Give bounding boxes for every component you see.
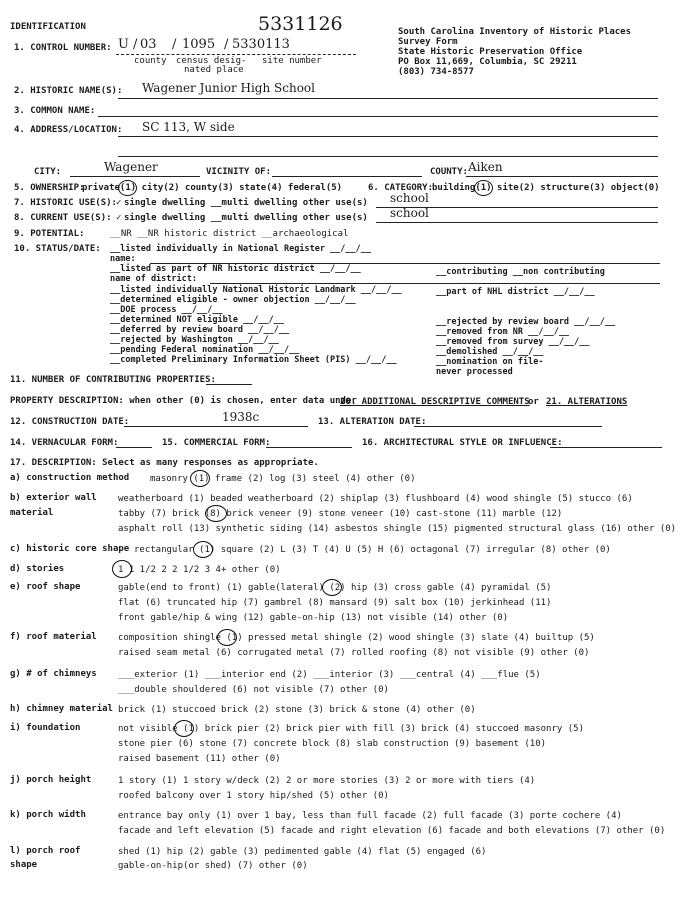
porch-roof-label-2: shape — [10, 860, 38, 870]
historic-use-label: 7. HISTORIC USE(S): — [14, 198, 117, 208]
status-left-8: __deferred by review board __/__/__ — [110, 325, 290, 335]
status-right-3: __removed from NR __/__/__ — [436, 327, 570, 337]
handwritten-number: 5331126 — [258, 13, 343, 35]
status-right-4: __removed from survey __/__/__ — [436, 337, 590, 347]
category-building-circle — [474, 180, 493, 196]
common-name-line — [98, 116, 658, 117]
potential-options: __NR __NR historic district __archaeological — [110, 229, 349, 239]
construction-date-label: 12. CONSTRUCTION DATE: — [10, 417, 130, 427]
control-sub-site: site number — [262, 56, 322, 66]
address-value: SC 113, W side — [142, 120, 235, 134]
contributing-label: 11. NUMBER OF CONTRIBUTING PROPERTIES: — [10, 375, 216, 385]
roof-material-line-1: composition shingle (1) pressed metal shingle (2) wood shingle (3) slate (4) builtup (5) — [118, 633, 595, 643]
historic-name-label: 2. HISTORIC NAME(S): — [14, 86, 123, 96]
historic-use-value: school — [390, 191, 429, 205]
county-value: Aiken — [468, 160, 503, 174]
exterior-wall-label-2: material — [10, 508, 54, 518]
vernacular-form-line — [116, 447, 152, 448]
construction-date-line — [124, 426, 308, 427]
control-census: 1095 — [182, 37, 216, 52]
vicinity-label: VICINITY OF: — [206, 167, 272, 177]
exterior-wall-label: b) exterior wall — [10, 493, 97, 503]
foundation-line-1: not visible (1) brick pier (2) brick pier with fill (3) brick (4) stuccoed masonry (5) — [118, 724, 584, 734]
status-left-11: __completed Preliminary Information Sheet (PIS) __/__/__ — [110, 355, 397, 365]
current-use-line — [376, 222, 658, 223]
control-underline — [116, 54, 356, 55]
control-site: 5330113 — [232, 37, 290, 52]
exterior-wall-line-3: asphalt roll (13) synthetic siding (14) asbestos shingle (15) pigmented structural glass (16) other (0) — [118, 524, 677, 534]
control-sep-3: / — [224, 37, 229, 52]
additional-comments-ref: 20. ADDITIONAL DESCRIPTIVE COMMENTS — [340, 397, 530, 407]
ownership-private-circle — [118, 180, 137, 196]
status-left-5: __determined eligible - owner objection __/__/__ — [110, 295, 356, 305]
property-description-text: PROPERTY DESCRIPTION: when other (0) is chosen, enter data under — [10, 396, 357, 406]
gable-lateral-circle — [322, 579, 342, 596]
status-left-9: __rejected by Washington __/__/__ — [110, 335, 279, 345]
contributing-line — [206, 384, 252, 385]
porch-roof-line-2: gable-on-hip(or shed) (7) other (0) — [118, 861, 308, 871]
county-label: COUNTY: — [430, 167, 468, 177]
exterior-wall-line-2: tabby (7) brick (8) brick veneer (9) stone veneer (10) cast-stone (11) marble (12) — [118, 509, 563, 519]
porch-width-line-1: entrance bay only (1) over 1 bay, less than full facade (2) full facade (3) porte cochere (4) — [118, 811, 622, 821]
core-shape-label: c) historic core shape — [10, 544, 130, 554]
vicinity-line — [272, 176, 422, 177]
chimneys-label: g) # of chimneys — [10, 669, 97, 679]
construction-method-label: a) construction method — [10, 473, 130, 483]
status-left-3: name of district: — [110, 274, 197, 284]
commercial-form-label: 15. COMMERCIAL FORM: — [162, 438, 271, 448]
status-right-2: __rejected by review board __/__/__ — [436, 317, 616, 327]
address-line-1 — [118, 136, 658, 137]
stories-label: d) stories — [10, 564, 65, 574]
historic-use-options: single dwelling __multi dwelling other use(s) — [124, 198, 368, 208]
not-visible-circle — [174, 720, 194, 737]
category-label: 6. CATEGORY: — [368, 183, 434, 193]
agency-line-1: South Carolina Inventory of Historic Places — [398, 27, 631, 37]
control-prefix: U — [118, 37, 129, 52]
construction-date-value: 1938c — [222, 410, 260, 424]
status-left-2: __listed as part of NR historic district __/__/__ — [110, 264, 361, 274]
foundation-line-2: stone pier (6) stone (7) concrete block (8) slab construction (9) basement (10) — [118, 739, 547, 749]
potential-label: 9. POTENTIAL: — [14, 229, 85, 239]
roof-shape-line-3: front gable/hip & wing (12) gable-on-hip (13) not visible (14) other (0) — [118, 613, 509, 623]
address-label: 4. ADDRESS/LOCATION: — [14, 125, 123, 135]
ownership-options: private(1) city(2) county(3) state(4) federal(5) — [82, 183, 343, 193]
porch-roof-line-1: shed (1) hip (2) gable (3) pedimented gable (4) flat (5) engaged (6) — [118, 847, 487, 857]
status-left-0: __listed individually in National Register __/__/__ — [110, 244, 371, 254]
stories-one-circle — [112, 560, 132, 578]
architectural-style-line — [550, 447, 662, 448]
construction-method-options: masonry (1) frame (2) log (3) steel (4) other (0) — [150, 474, 416, 484]
chimneys-line-1: ___exterior (1) ___interior end (2) ___interior (3) ___central (4) ___flue (5) — [118, 670, 541, 680]
roof-shape-label: e) roof shape — [10, 582, 81, 592]
alteration-date-line — [414, 426, 602, 427]
property-description-or: or — [528, 397, 539, 407]
common-name-label: 3. COMMON NAME: — [14, 106, 96, 116]
status-left-6: __DOE process __/__/__ — [110, 305, 223, 315]
roof-shape-line-2: flat (6) truncated hip (7) gambrel (8) mansard (9) salt box (10) jerkinhead (11) — [118, 598, 552, 608]
porch-width-label: k) porch width — [10, 810, 86, 820]
foundation-line-3: raised basement (11) other (0) — [118, 754, 281, 764]
roof-shape-line-1: gable(end to front) (1) gable(lateral) (2) hip (3) cross gable (4) pyramidal (5) — [118, 583, 552, 593]
county-line — [466, 176, 658, 177]
status-right-5: __demolished __/__/__ — [436, 347, 544, 357]
alterations-ref: 21. ALTERATIONS — [546, 397, 628, 407]
control-number-label: 1. CONTROL NUMBER: — [14, 43, 112, 53]
status-left-1: name: — [110, 254, 136, 264]
porch-height-line-2: roofed balcony over 1 story hip/shed (5) other (0) — [118, 791, 389, 801]
control-sub-census: census desig- — [176, 56, 247, 66]
brick-circle — [205, 505, 227, 522]
porch-height-line-1: 1 story (1) 1 story w/deck (2) 2 or more stories (3) 2 or more with tiers (4) — [118, 776, 536, 786]
city-line — [70, 176, 200, 177]
status-left-10: __pending Federal nomination __/__/__ — [110, 345, 300, 355]
status-right-0: __contributing __non contributing — [436, 267, 605, 277]
roof-material-line-2: raised seam metal (6) corrugated metal (7) rolled roofing (8) not visible (9) other (0) — [118, 648, 590, 658]
current-use-options: single dwelling __multi dwelling other use(s) — [124, 213, 368, 223]
current-use-label: 8. CURRENT USE(S): — [14, 213, 112, 223]
status-right-6: __nomination on file- — [436, 357, 544, 367]
porch-roof-label: l) porch roof — [10, 846, 81, 856]
description-heading: 17. DESCRIPTION: Select as many responses as appropriate. — [10, 458, 319, 468]
address-line-2 — [118, 156, 658, 157]
control-sep-1: / — [133, 37, 138, 52]
rectangular-circle — [193, 541, 213, 558]
control-county: 03 — [140, 37, 157, 52]
historic-name-value: Wagener Junior High School — [142, 81, 315, 95]
architectural-style-label: 16. ARCHITECTURAL STYLE OR INFLUENCE: — [362, 438, 563, 448]
current-use-value: school — [390, 206, 429, 220]
chimney-material-options: brick (1) stuccoed brick (2) stone (3) brick & stone (4) other (0) — [118, 705, 476, 715]
city-label: CITY: — [34, 167, 62, 177]
category-options: building(1) site(2) structure(3) object(0) — [432, 183, 660, 193]
ownership-label: 5. OWNERSHIP: — [14, 183, 85, 193]
control-sub-county: county — [134, 56, 167, 66]
agency-line-3: State Historic Preservation Office — [398, 47, 583, 57]
status-left-4: __listed individually National Historic Landmark __/__/__ — [110, 285, 402, 295]
control-sep-2: / — [172, 37, 177, 52]
current-use-check: ✓ — [116, 213, 122, 223]
agency-line-2: Survey Form — [398, 37, 458, 47]
city-value: Wagener — [104, 160, 158, 174]
stories-options: 1 1 1/2 2 2 1/2 3 4+ other (0) — [118, 565, 281, 575]
identification-label: IDENTIFICATION — [10, 22, 86, 32]
masonry-circle — [190, 470, 210, 487]
historic-use-check: ✓ — [116, 198, 122, 208]
foundation-label: i) foundation — [10, 723, 81, 733]
control-sub-census-2: nated place — [184, 65, 244, 75]
status-left-7: __determined NOT eligible __/__/__ — [110, 315, 284, 325]
chimney-material-label: h) chimney material — [10, 704, 113, 714]
roof-material-label: f) roof material — [10, 632, 97, 642]
status-label: 10. STATUS/DATE: — [14, 244, 101, 254]
exterior-wall-line-1: weatherboard (1) beaded weatherboard (2) shiplap (3) flushboard (4) wood shingle (5) stucco (6) — [118, 494, 633, 504]
agency-line-4: PO Box 11,669, Columbia, SC 29211 — [398, 57, 577, 67]
status-right-7: never processed — [436, 367, 513, 377]
chimneys-line-2: ___double shouldered (6) not visible (7) other (0) — [118, 685, 389, 695]
composition-shingle-circle — [217, 629, 237, 646]
agency-line-5: (803) 734-8577 — [398, 67, 474, 77]
porch-width-line-2: facade and left elevation (5) facade and right elevation (6) facade and both elevations (7) other (0) — [118, 826, 666, 836]
status-right-1: __part of NHL district __/__/__ — [436, 287, 595, 297]
core-shape-options: rectangular (1) square (2) L (3) T (4) U (5) H (6) octagonal (7) irregular (8) other (0) — [134, 545, 611, 555]
alteration-date-label: 13. ALTERATION DATE: — [318, 417, 427, 427]
porch-height-label: j) porch height — [10, 775, 92, 785]
status-name-line-2 — [210, 283, 660, 284]
vernacular-form-label: 14. VERNACULAR FORM: — [10, 438, 119, 448]
commercial-form-line — [266, 447, 352, 448]
historic-name-line — [118, 98, 658, 99]
